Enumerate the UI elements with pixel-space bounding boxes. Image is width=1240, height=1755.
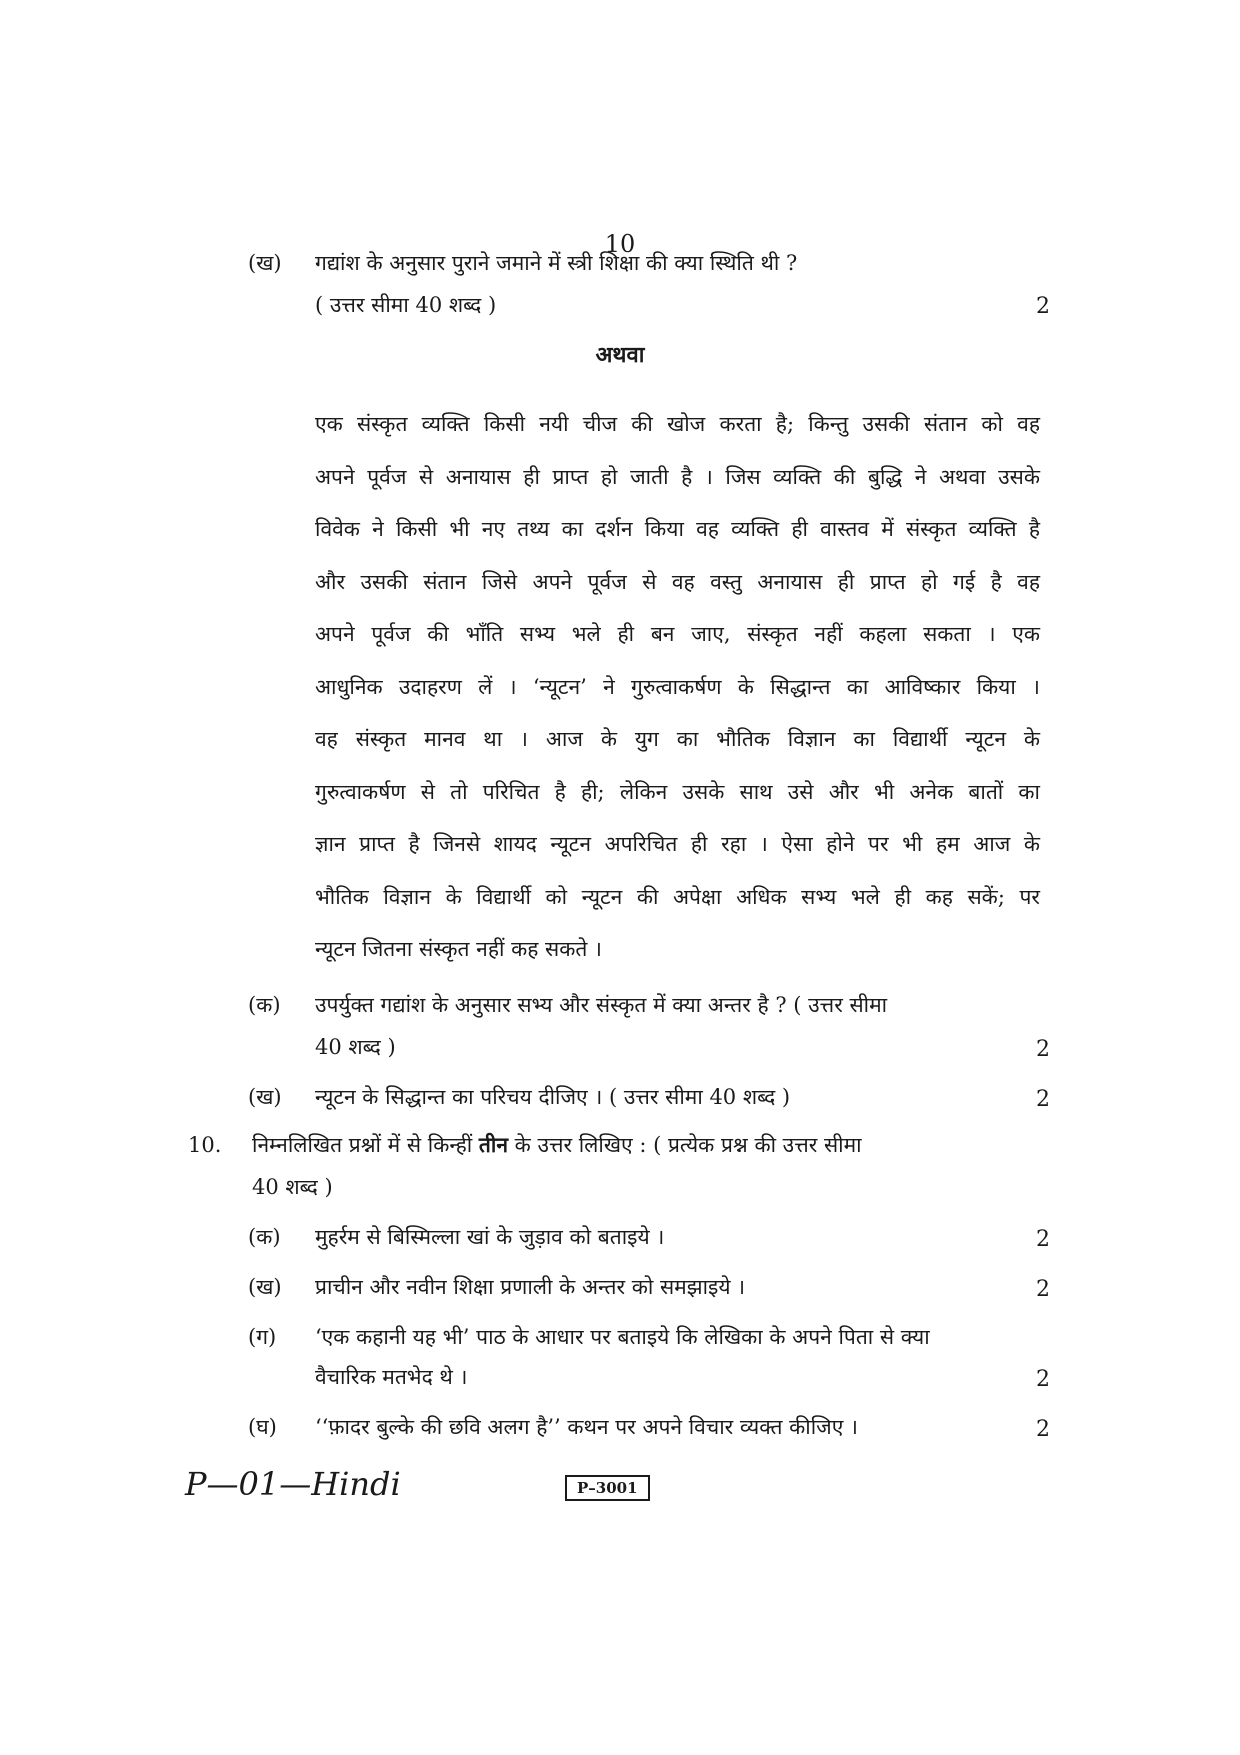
box-code: P–3001: [565, 1475, 650, 1501]
passage-line: आधुनिक उदाहरण लें । ‘न्यूटन’ ने गुरुत्वाकर्षण के सिद्धान्त का आविष्कार किया ।: [315, 674, 1040, 699]
passage-line: विवेक ने किसी भी नए तथ्य का दर्शन किया वह व्यक्ति ही वास्तव में संस्कृत व्यक्ति है: [315, 517, 1040, 541]
passage: [315, 398, 1040, 976]
passage-line: अपने पूर्वज की भाँति सभ्य भले ही बन जाए, संस्कृत नहीं कहला सकता । एक: [315, 622, 1040, 646]
q10-item-text: ‘‘फ़ादर बुल्के की छवि अलग है’’ कथन पर अपने विचार व्यक्त कीजिए ।: [315, 1415, 858, 1439]
passage-line: ज्ञान प्राप्त है जिनसे शायद न्यूटन अपरिचित ही रहा । ऐसा होने पर भी हम आज के: [315, 832, 1040, 856]
passage-line: भौतिक विज्ञान के विद्यार्थी को न्यूटन की अपेक्षा अधिक सभ्य भले ही कह सकें; पर: [315, 884, 1040, 909]
q10-stem: [252, 1130, 862, 1160]
q9-kha-limit: ( उत्तर सीमा 40 शब्द ): [315, 293, 497, 317]
q10-stem-post: के उत्तर लिखिए : ( प्रत्येक प्रश्न की उत्तर सीमा: [507, 1133, 862, 1157]
alt-kha-text: न्यूटन के सिद्धान्त का परिचय दीजिए । ( उत्तर सीमा 40 शब्द ): [315, 1085, 791, 1109]
q9-kha-label: (ख): [248, 251, 282, 275]
q9-kha-marks: 2: [1036, 294, 1050, 319]
or-heading: अथवा: [595, 342, 645, 368]
q10-item-marks: 2: [1036, 1227, 1050, 1252]
passage-line: न्यूटन जितना संस्कृत नहीं कह सकते ।: [315, 937, 602, 961]
alt-kha-marks: 2: [1036, 1087, 1050, 1112]
alt-kha-label: (ख): [248, 1085, 282, 1109]
alt-ka-marks: 2: [1036, 1037, 1050, 1062]
passage-line: और उसकी संतान जिसे अपने पूर्वज से वह वस्तु अनायास ही प्राप्त हो गई है वह: [315, 569, 1040, 594]
page-number: 10: [604, 230, 636, 258]
alt-ka-text: उपर्युक्त गद्यांश के अनुसार सभ्य और संस्कृत में क्या अन्तर है ? ( उत्तर सीमा: [315, 993, 888, 1017]
q10-item-label: (घ): [248, 1415, 277, 1439]
q9-kha-text: गद्यांश के अनुसार पुराने जमाने में स्त्री शिक्षा की क्या स्थिति थी ?: [315, 251, 798, 275]
q10-item-marks: 2: [1036, 1417, 1050, 1442]
passage-line: गुरुत्वाकर्षण से तो परिचित है ही; लेकिन उसके साथ उसे और भी अनेक बातों का: [315, 779, 1040, 804]
passage-line: एक संस्कृत व्यक्ति किसी नयी चीज की खोज करता है; किन्तु उसकी संतान को वह: [315, 412, 1040, 436]
passage-line: अपने पूर्वज से अनायास ही प्राप्त हो जाती है । जिस व्यक्ति की बुद्धि ने अथवा उसके: [315, 464, 1040, 489]
passage-line: वह संस्कृत मानव था । आज के युग का भौतिक विज्ञान का विद्यार्थी न्यूटन के: [315, 727, 1040, 751]
q10-stem-bold: तीन: [478, 1132, 508, 1157]
q10-item-marks: 2: [1036, 1277, 1050, 1302]
q10-item-label: (ख): [248, 1275, 282, 1299]
q10-item-label: (ग): [248, 1325, 277, 1349]
alt-ka-text-2: 40 शब्द ): [315, 1035, 396, 1059]
q10-item-text: ‘एक कहानी यह भी’ पाठ के आधार पर बताइये कि लेखिका के अपने पिता से क्या: [315, 1325, 930, 1349]
paper-code: P—01—Hindi: [185, 1465, 401, 1503]
q10-stem-pre: निम्नलिखित प्रश्नों में से किन्हीं: [252, 1133, 479, 1157]
q10-item-label: (क): [248, 1225, 281, 1249]
q10-item-text-2: वैचारिक मतभेद थे ।: [315, 1365, 468, 1389]
q10-number: 10.: [188, 1133, 222, 1157]
alt-ka-label: (क): [248, 993, 281, 1017]
q10-item-text: मुहर्रम से बिस्मिल्ला खां के जुड़ाव को बताइये ।: [315, 1225, 665, 1249]
q10-item-marks: 2: [1036, 1367, 1050, 1392]
q10-stem-line2: 40 शब्द ): [252, 1175, 333, 1199]
q10-item-text: प्राचीन और नवीन शिक्षा प्रणाली के अन्तर को समझाइये ।: [315, 1275, 746, 1299]
